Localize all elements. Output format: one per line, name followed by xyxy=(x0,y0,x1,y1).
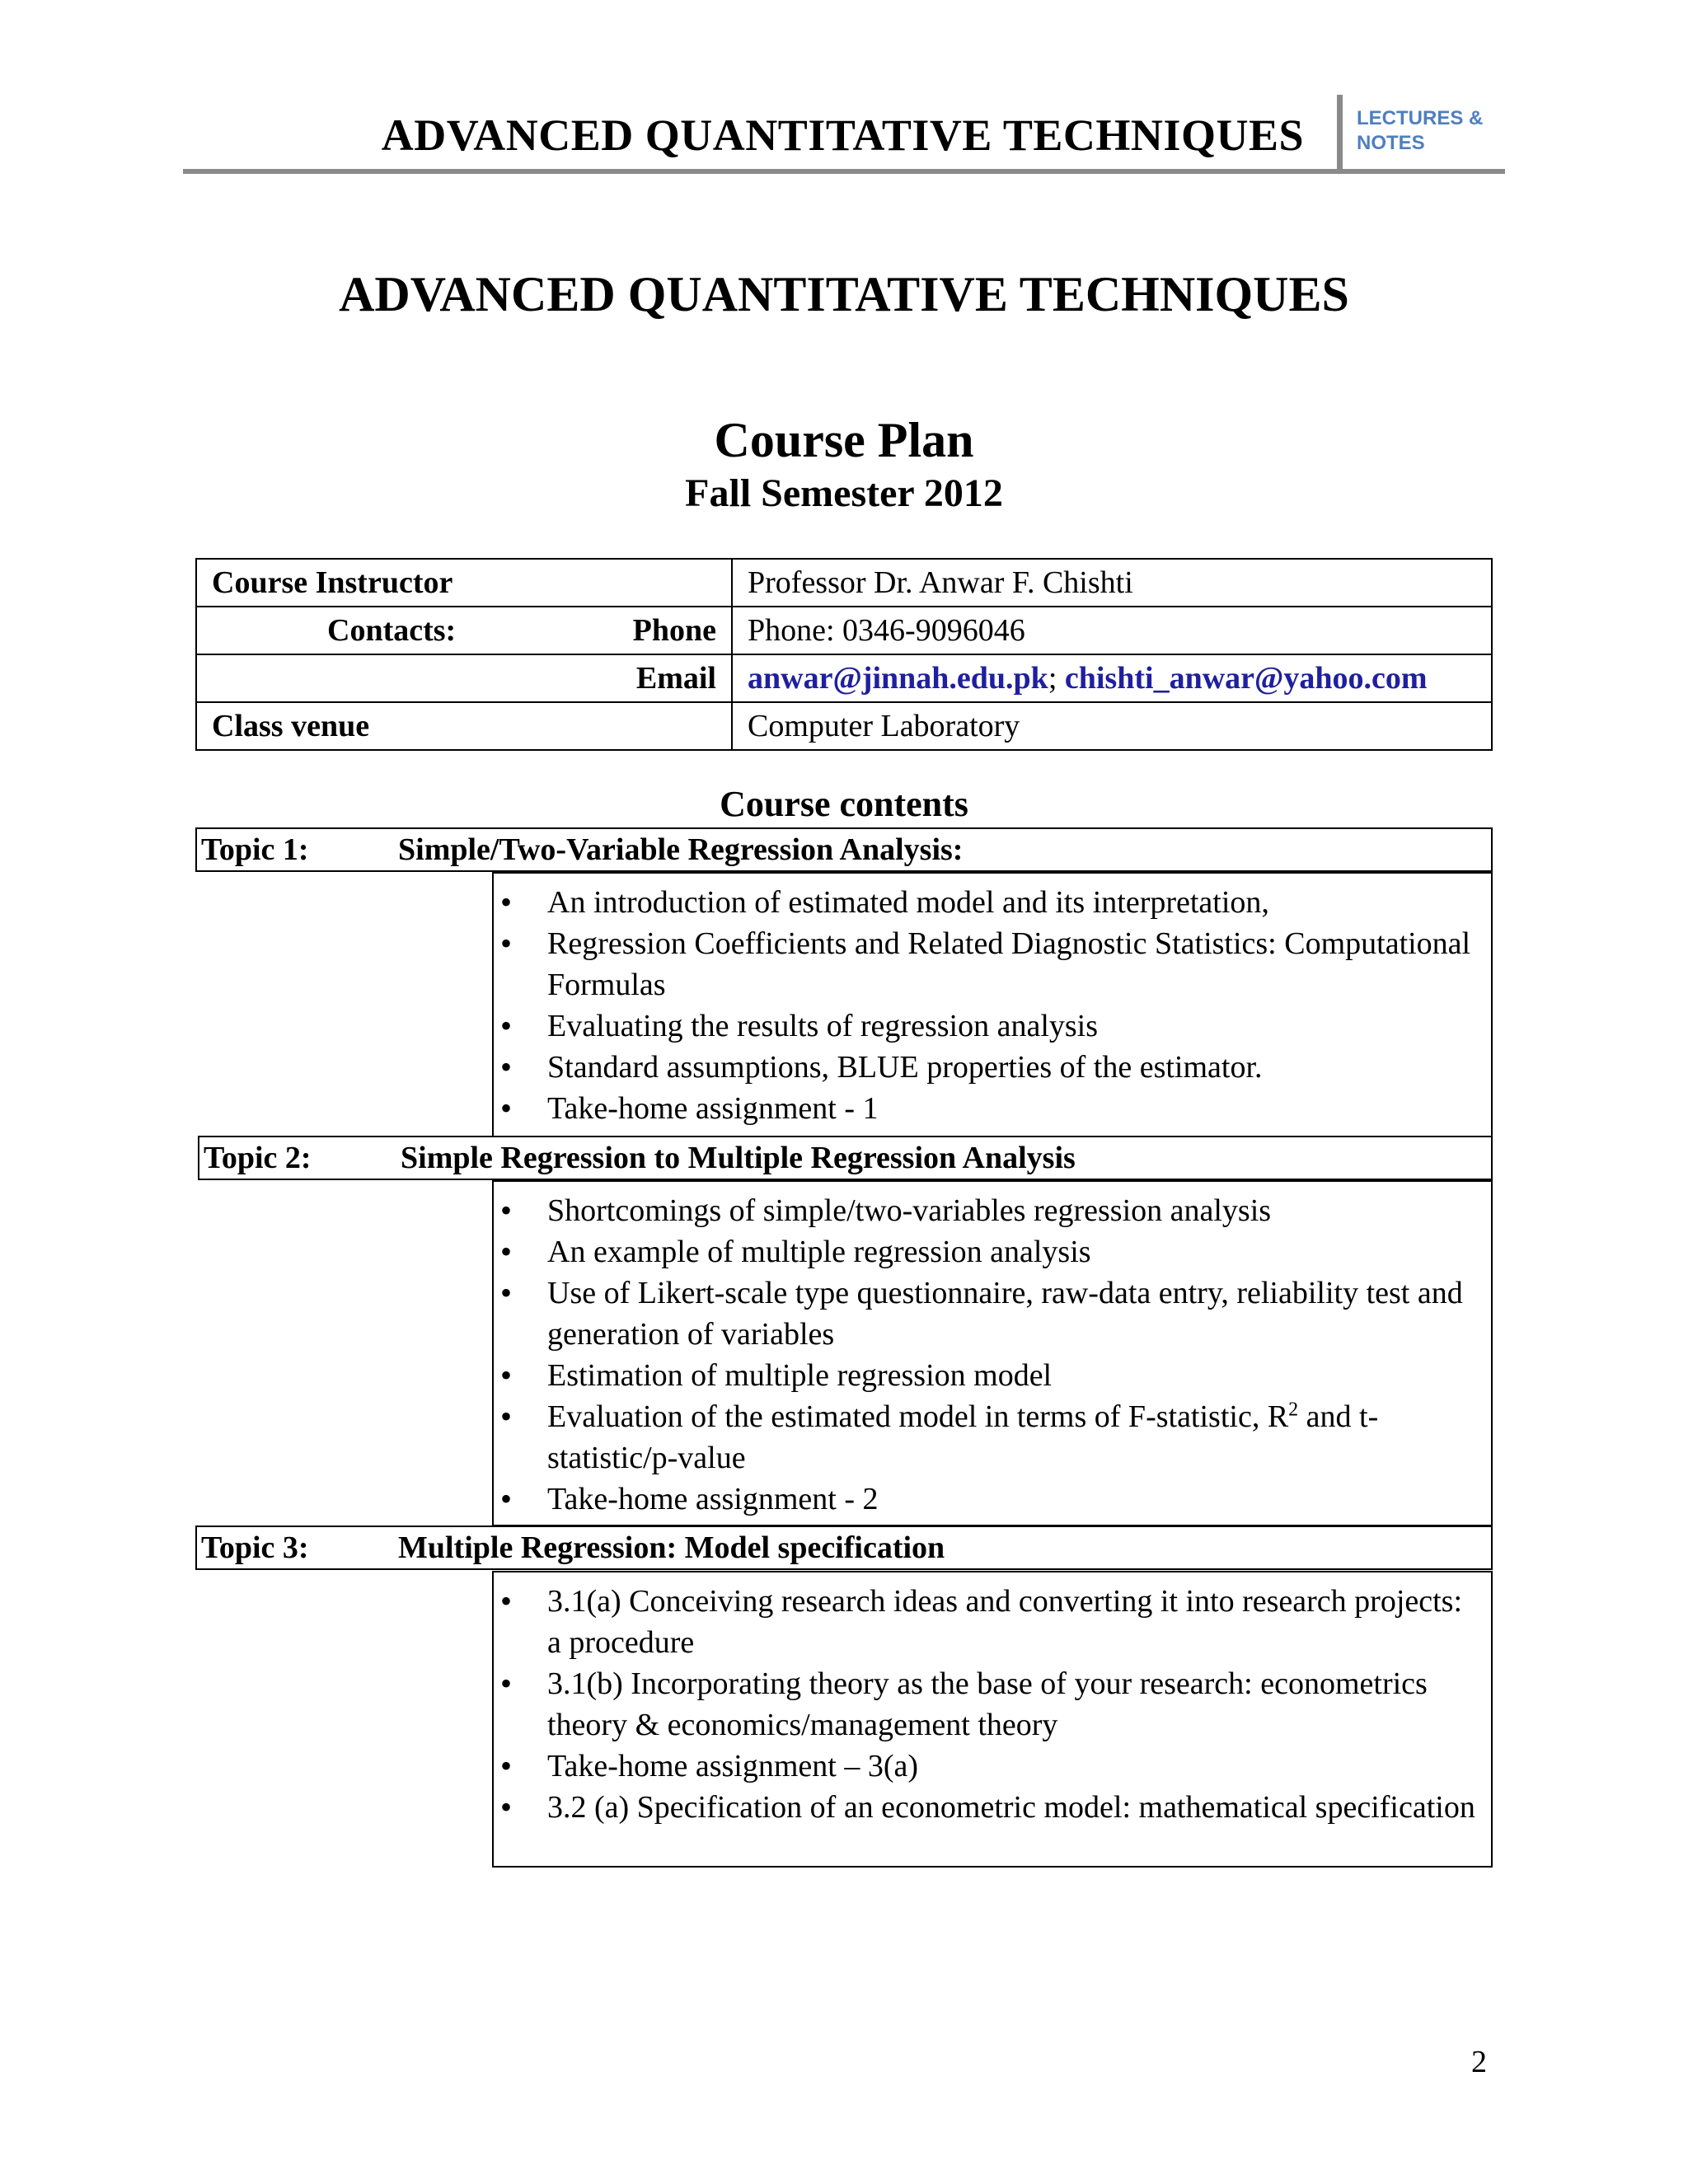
email-row xyxy=(196,654,1492,702)
email-link-yahoo[interactable]: chishti_anwar@yahoo.com xyxy=(1064,661,1428,696)
document-title: ADVANCED QUANTITATIVE TECHNIQUES xyxy=(339,267,1349,321)
phone-row xyxy=(196,607,1492,654)
list-item: • An introduction of estimated model and its interpretation, xyxy=(494,882,1491,923)
list-item: • 3.1(b) Incorporating theory as the base of your research: econometrics theory & economics/management theory xyxy=(494,1663,1491,1746)
page-header xyxy=(183,95,1505,177)
topic-1-name: Simple/Two-Variable Regression Analysis: xyxy=(398,832,964,867)
course-plan-title: Course Plan xyxy=(714,413,974,467)
email-label: Email xyxy=(196,654,732,702)
contacts-cell xyxy=(196,607,732,654)
list-item: • Take-home assignment – 3(a) xyxy=(494,1746,1491,1787)
topic-2-number: Topic 2: xyxy=(204,1141,312,1175)
instructor-row xyxy=(196,559,1492,607)
list-item: • Shortcomings of simple/two-variables regression analysis xyxy=(494,1190,1491,1231)
topic-3-header xyxy=(195,1526,1493,1570)
header-title: ADVANCED QUANTITATIVE TECHNIQUES xyxy=(381,110,1304,160)
venue-row xyxy=(196,702,1492,750)
course-contents-title: Course contents xyxy=(720,784,968,824)
topic-1-items xyxy=(492,872,1493,1137)
list-item: • Use of Likert-scale type questionnaire, raw-data entry, reliability test and generation of variables xyxy=(494,1272,1491,1355)
list-item xyxy=(494,1396,1491,1479)
header-tag-line2: NOTES xyxy=(1357,132,1425,154)
list-item: • Standard assumptions, BLUE properties of the estimator. xyxy=(494,1047,1491,1088)
email-separator: ; xyxy=(1048,661,1057,696)
superscript-2: 2 xyxy=(1288,1399,1299,1421)
course-info-table xyxy=(195,558,1493,751)
header-divider xyxy=(1337,95,1343,171)
topic-3-name: Multiple Regression: Model specification xyxy=(398,1530,945,1565)
page-number: 2 xyxy=(1471,2045,1487,2079)
list-item-text-cont: and t-statistic/p-value xyxy=(547,1399,1379,1475)
topic-1-number: Topic 1: xyxy=(201,832,309,867)
list-item: • Take-home assignment - 1 xyxy=(494,1088,1491,1129)
phone-value: Phone: 0346-9096046 xyxy=(732,607,1492,654)
list-item: • Take-home assignment - 2 xyxy=(494,1479,1491,1520)
instructor-value: Professor Dr. Anwar F. Chishti xyxy=(732,559,1492,607)
list-item: • Estimation of multiple regression model xyxy=(494,1355,1491,1396)
list-item: • 3.1(a) Conceiving research ideas and converting it into research projects: a procedure xyxy=(494,1581,1491,1663)
list-item: • Regression Coefficients and Related Diagnostic Statistics: Computational Formulas xyxy=(494,923,1491,1005)
email-value xyxy=(732,654,1492,702)
header-tag xyxy=(1357,106,1522,156)
contacts-label: Contacts: xyxy=(327,613,457,648)
topic-3-number: Topic 3: xyxy=(201,1530,309,1565)
list-item: • Evaluating the results of regression analysis xyxy=(494,1005,1491,1047)
semester-subtitle: Fall Semester 2012 xyxy=(685,471,1003,515)
header-tag-line1: LECTURES & xyxy=(1357,107,1484,129)
header-rule xyxy=(183,169,1505,174)
topic-2-items xyxy=(492,1180,1493,1526)
venue-label: Class venue xyxy=(196,702,732,750)
topic-1-header xyxy=(195,827,1493,872)
instructor-label: Course Instructor xyxy=(196,559,732,607)
topic-3-items xyxy=(492,1571,1493,1868)
venue-value: Computer Laboratory xyxy=(732,702,1492,750)
list-item-text: Evaluation of the estimated model in terms of F-statistic, R xyxy=(547,1399,1289,1434)
list-item: • 3.2 (a) Specification of an econometric model: mathematical specification xyxy=(494,1787,1491,1828)
list-item: • An example of multiple regression analysis xyxy=(494,1231,1491,1272)
phone-label: Phone xyxy=(632,613,716,648)
topic-2-header xyxy=(198,1136,1493,1180)
email-link-jinnah[interactable]: anwar@jinnah.edu.pk xyxy=(748,661,1048,696)
topic-2-name: Simple Regression to Multiple Regression Analysis xyxy=(401,1141,1076,1175)
